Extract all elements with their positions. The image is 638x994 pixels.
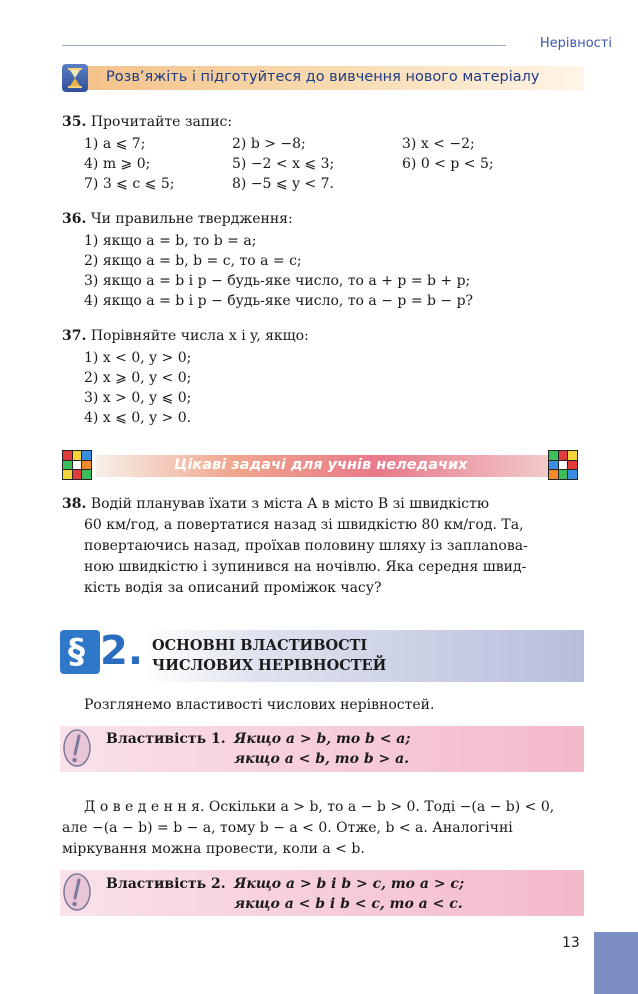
ex35-heading bbox=[62, 113, 232, 132]
section-badge bbox=[60, 630, 100, 674]
ex36-prompt: Чи правильне твердження: bbox=[90, 211, 293, 227]
header-title: Нерівності bbox=[539, 36, 612, 51]
ex38-number: 38. bbox=[62, 496, 87, 512]
page-number: 13 bbox=[562, 935, 580, 951]
property-1-line: якщо a < b, то b > a. bbox=[234, 751, 410, 767]
section-title-line: ЧИСЛОВИХ НЕРІВНОСТЕЙ bbox=[152, 657, 387, 674]
ex36-item: 1) якщо a = b, то b = a; bbox=[84, 233, 257, 249]
ex38-line: повертаючись назад, проїхав половину шляху із заплanова- bbox=[84, 538, 528, 554]
ex35-item: 7) 3 ⩽ c ⩽ 5; bbox=[84, 176, 175, 192]
property-2-line: Якщо a > b і b > c, то a > c; bbox=[234, 876, 465, 892]
ex37-item: 3) x > 0, y ⩽ 0; bbox=[84, 390, 192, 406]
ex35-prompt: Прочитайте запис: bbox=[90, 114, 233, 130]
ex36-item: 4) якщо a = b і p − будь-яке число, то a − p = b − p? bbox=[84, 293, 474, 309]
section-number: 2. bbox=[100, 628, 144, 674]
ex38-line: кість водія за описаний проміжок часу? bbox=[84, 580, 382, 596]
proof-line: міркування можна провести, коли a < b. bbox=[62, 841, 365, 857]
ex36-heading bbox=[62, 210, 293, 229]
ex38-line: ною швидкістю і зупинився на ночівлю. Яка середня швид- bbox=[84, 559, 527, 575]
ex38-line: 60 км/год, а повертатися назад зі швидкістю 80 км/год. Та, bbox=[84, 517, 524, 533]
ex36-item: 2) якщо a = b, b = c, то a = c; bbox=[84, 253, 302, 269]
exclamation-icon bbox=[62, 872, 92, 912]
proof-line: але −(a − b) = b − a, тому b − a < 0. Отже, b < a. Аналогічні bbox=[62, 820, 513, 836]
ex37-number: 37. bbox=[62, 328, 87, 344]
ex37-item: 2) x ⩾ 0, y < 0; bbox=[84, 370, 192, 386]
ex35-number: 35. bbox=[62, 114, 87, 130]
prepare-banner bbox=[74, 66, 584, 90]
ex37-item: 4) x ⩽ 0, y > 0. bbox=[84, 410, 192, 426]
interesting-banner-text: Цікаві задачі для учнів неледачих bbox=[174, 457, 468, 473]
ex36-number: 36. bbox=[62, 211, 87, 227]
section-title bbox=[152, 636, 386, 676]
ex38-line bbox=[62, 495, 489, 514]
header-rule bbox=[62, 45, 506, 46]
prepare-banner-text: Розв’яжіть і підготуйтеся до вивчення нового матеріалу bbox=[106, 69, 540, 85]
property-2-line: якщо a < b і b < c, то a < c. bbox=[234, 896, 463, 912]
ex35-item: 3) x < −2; bbox=[402, 136, 475, 152]
ex37-prompt: Порівняйте числа x і y, якщо: bbox=[90, 328, 309, 344]
property-1-label: Властивість 1. bbox=[106, 731, 226, 747]
ex35-item: 4) m ⩾ 0; bbox=[84, 156, 151, 172]
page-corner-tab bbox=[594, 932, 638, 994]
property-2-label: Властивість 2. bbox=[106, 876, 226, 892]
rubik-cube-icon bbox=[548, 450, 578, 480]
section-title-line: ОСНОВНІ ВЛАСТИВОСТІ bbox=[152, 637, 368, 654]
hourglass-icon bbox=[62, 64, 88, 92]
ex38-text: Водій планував їхати з міста A в місто B зі швидкістю bbox=[90, 496, 490, 512]
ex35-item: 1) a ⩽ 7; bbox=[84, 136, 146, 152]
ex35-item: 6) 0 < p < 5; bbox=[402, 156, 494, 172]
exclamation-icon bbox=[62, 728, 92, 768]
ex36-item: 3) якщо a = b і p − будь-яке число, то a + p = b + p; bbox=[84, 273, 471, 289]
proof-line: Д о в е д е н н я. Оскільки a > b, то a − b > 0. Тоді −(a − b) < 0, bbox=[84, 799, 555, 815]
section-symbol: § bbox=[68, 632, 85, 672]
intro-text: Розглянемо властивості числових нерівностей. bbox=[84, 697, 435, 713]
ex37-heading bbox=[62, 327, 309, 346]
rubik-cube-icon bbox=[62, 450, 92, 480]
ex35-item: 8) −5 ⩽ y < 7. bbox=[232, 176, 334, 192]
ex35-item: 5) −2 < x ⩽ 3; bbox=[232, 156, 335, 172]
property-1-line: Якщо a > b, то b < a; bbox=[234, 731, 411, 747]
interesting-banner bbox=[96, 455, 566, 477]
ex37-item: 1) x < 0, y > 0; bbox=[84, 350, 192, 366]
ex35-item: 2) b > −8; bbox=[232, 136, 306, 152]
